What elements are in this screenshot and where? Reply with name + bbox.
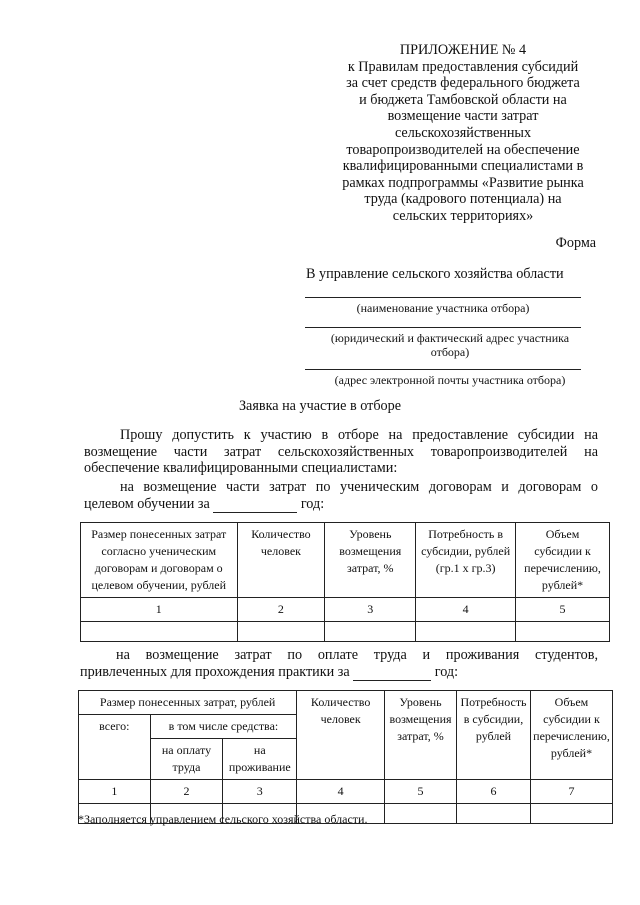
appendix-line: рамках подпрограммы «Развитие рынка <box>342 174 584 191</box>
caption-line: (юридический и фактический адрес участника <box>330 331 570 345</box>
table-cell[interactable] <box>237 622 325 642</box>
header-text: возмещения <box>339 544 402 558</box>
header-text: договорам и договорам о <box>94 561 223 575</box>
header-text: Потребность в <box>428 527 504 541</box>
header-text: возмещения <box>389 712 452 726</box>
header-text: Уровень <box>399 695 442 709</box>
header-text: Объем <box>554 695 589 709</box>
table-header-cell <box>223 739 297 780</box>
appendix-header <box>318 42 608 225</box>
table-cell[interactable] <box>385 804 457 824</box>
document-title: Заявка на участие в отборе <box>238 398 402 414</box>
appendix-line: за счет средств федерального бюджета <box>346 75 580 92</box>
header-text: субсидии к <box>534 544 591 558</box>
header-text: рублей <box>475 729 512 743</box>
participant-address-line[interactable] <box>305 327 581 328</box>
table-header-cell <box>416 523 516 598</box>
participant-name-line[interactable] <box>305 297 581 298</box>
paragraph-text: привлеченных для прохождения практики за <box>80 663 350 680</box>
table-header-cell <box>385 691 457 780</box>
footnote: *Заполняется управлением сельского хозяйства области. <box>78 812 368 826</box>
form-label: Форма <box>555 235 596 251</box>
column-number: 1 <box>79 780 151 804</box>
participant-email-line[interactable] <box>305 369 581 370</box>
column-number: 3 <box>223 780 297 804</box>
appendix-line: труда (кадрового потенциала) на <box>364 191 562 208</box>
column-number-row <box>81 598 610 622</box>
training-contracts-table <box>80 522 610 642</box>
table-header-cell <box>297 691 385 780</box>
header-text: человек <box>260 544 301 558</box>
header-text: Количество <box>251 527 311 541</box>
paragraph-line: на возмещение затрат по оплате труда и проживания студентов, <box>116 647 598 663</box>
caption-line: отбора) <box>430 345 470 359</box>
table-header-cell <box>516 523 610 598</box>
header-text: человек <box>320 712 361 726</box>
student-practice-paragraph <box>80 647 598 681</box>
appendix-line: сельскохозяйственных <box>394 124 532 141</box>
header-text: проживание <box>228 760 291 774</box>
table-cell[interactable] <box>516 622 610 642</box>
column-number: 5 <box>385 780 457 804</box>
paragraph-line: возмещение части затрат сельскохозяйственных товаропроизводителей на <box>84 443 598 460</box>
header-text: Количество <box>310 695 371 709</box>
header-text: Уровень <box>349 527 392 541</box>
column-number: 2 <box>150 780 223 804</box>
appendix-line: возмещение части затрат <box>387 108 539 125</box>
table-header-cell: в том числе средства: <box>150 715 297 739</box>
header-text: Потребность <box>460 695 527 709</box>
table-cell[interactable] <box>416 622 516 642</box>
column-number: 1 <box>81 598 238 622</box>
appendix-line: товаропроизводителей на обеспечение <box>346 141 580 158</box>
participant-email-caption: (адрес электронной почты участника отбора) <box>334 373 566 387</box>
appendix-line: квалифицированными специалистами в <box>342 158 584 175</box>
header-text: в субсидии, <box>463 712 524 726</box>
header-text: перечислению, <box>533 729 610 743</box>
header-text: субсидии, рублей <box>421 544 511 558</box>
paragraph-line <box>84 496 598 514</box>
header-text: затрат, % <box>397 729 444 743</box>
column-number: 3 <box>325 598 416 622</box>
header-text: целевом обучении, рублей <box>91 578 226 592</box>
column-number: 5 <box>516 598 610 622</box>
year-blank[interactable] <box>353 664 431 682</box>
table-cell[interactable] <box>530 804 612 824</box>
header-text: на оплату <box>161 743 212 757</box>
appendix-line: и бюджета Тамбовской области на <box>359 91 567 108</box>
student-practice-table <box>78 690 613 824</box>
paragraph-line: обеспечение квалифицированными специалистами: <box>84 460 398 477</box>
column-number-row <box>79 780 613 804</box>
paragraph-text: год: <box>434 663 459 680</box>
header-text: рублей* <box>541 578 584 592</box>
column-number: 4 <box>416 598 516 622</box>
header-text: перечислению, <box>524 561 601 575</box>
paragraph-line: на возмещение части затрат по ученическим договорам и договорам о <box>120 479 598 495</box>
column-number: 7 <box>530 780 612 804</box>
participant-name-caption: (наименование участника отбора) <box>356 301 530 315</box>
appendix-line: ПРИЛОЖЕНИЕ № 4 <box>399 42 527 58</box>
header-text: затрат, % <box>347 561 394 575</box>
header-text: Размер понесенных затрат <box>91 527 227 541</box>
header-text: рублей* <box>550 746 593 760</box>
table-header-cell <box>457 691 531 780</box>
table-header-cell <box>150 739 223 780</box>
table-header-cell <box>237 523 325 598</box>
header-text: Объем <box>545 527 580 541</box>
column-number: 6 <box>457 780 531 804</box>
table-cell[interactable] <box>325 622 416 642</box>
paragraph-line <box>80 664 598 682</box>
table-header-cell <box>325 523 416 598</box>
appendix-line: к Правилам предоставления субсидий <box>347 58 579 75</box>
header-text: субсидии к <box>543 712 600 726</box>
table-header-cell: всего: <box>79 715 151 780</box>
header-text: на <box>253 743 266 757</box>
paragraph-text: целевом обучении за <box>84 495 210 512</box>
appendix-line: сельских территориях» <box>392 207 534 224</box>
column-number: 2 <box>237 598 325 622</box>
request-paragraph <box>84 427 598 477</box>
table-header-cell: Размер понесенных затрат, рублей <box>79 691 297 715</box>
column-number: 4 <box>297 780 385 804</box>
table-cell[interactable] <box>81 622 238 642</box>
header-text: труда <box>172 760 201 774</box>
header-text: (гр.1 х гр.3) <box>435 561 496 575</box>
table-header-cell <box>81 523 238 598</box>
training-contracts-paragraph <box>84 479 598 513</box>
paragraph-text: год: <box>300 495 325 512</box>
table-cell[interactable] <box>457 804 531 824</box>
table-header-cell <box>530 691 612 780</box>
addressee-to: В управление сельского хозяйства области <box>306 266 564 282</box>
participant-address-caption <box>305 331 595 359</box>
year-blank[interactable] <box>213 496 297 514</box>
paragraph-line: Прошу допустить к участию в отборе на предоставление субсидии на <box>120 427 598 443</box>
header-text: согласно ученическим <box>101 544 217 558</box>
table-row <box>81 622 610 642</box>
